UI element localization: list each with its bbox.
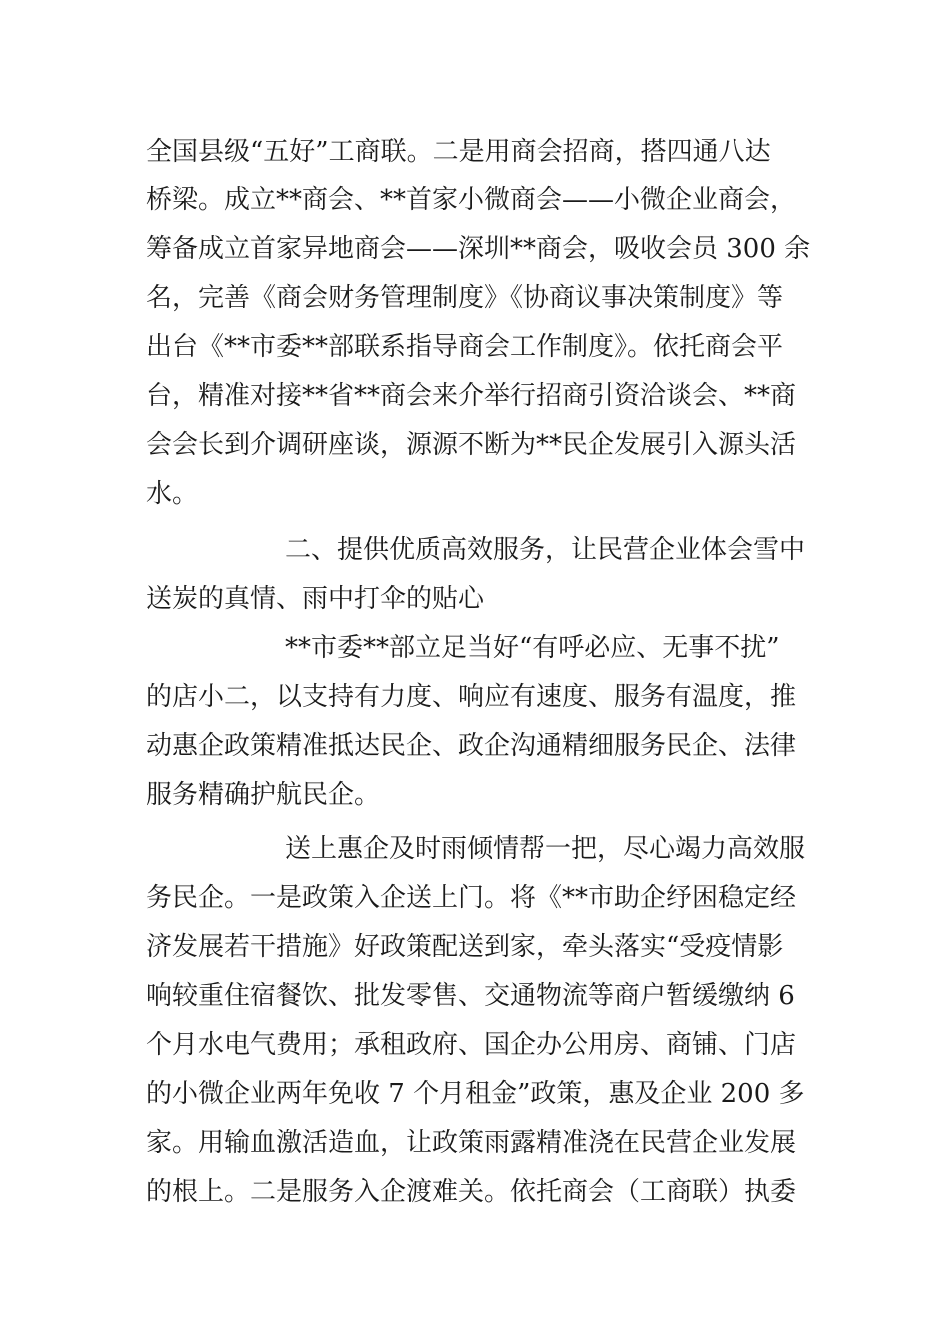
text-line: 出台《**市委**部联系指导商会工作制度》。依托商会平 [146,332,784,362]
text-line: 家。用输血激活造血，让政策雨露精准浇在民营企业发展 [146,1128,797,1158]
text-line: 全国县级“五好”工商联。二是用商会招商，搭四通八达 [146,137,771,167]
text-line: 个月水电气费用；承租政府、国企办公用房、商铺、门店 [146,1030,797,1060]
text-line: 的小微企业两年免收 7 个月租金”政策，惠及企业 200 多 [146,1079,805,1109]
text-line: 送上惠企及时雨倾情帮一把，尽心竭力高效服 [285,834,806,864]
text-line: 桥梁。成立**商会、**首家小微商会——小微企业商会， [146,185,797,215]
text-line: 响较重住宿餐饮、批发零售、交通物流等商户暂缓缴纳 6 [146,981,795,1011]
text-line: **市委**部立足当好“有呼必应、无事不扰” [285,633,780,663]
text-line: 济发展若干措施》好政策配送到家，牵头落实“受疫情影 [146,932,784,962]
section-heading: 二、提供优质高效服务，让民营企业体会雪中 [285,535,806,565]
text-line: 务民企。一是政策入企送上门。将《**市助企纾困稳定经 [146,883,797,913]
text-line: 服务精确护航民企。 [146,780,381,810]
text-line: 的店小二，以支持有力度、响应有速度、服务有温度，推 [146,682,797,712]
text-line: 名，完善《商会财务管理制度》《协商议事决策制度》等 [146,283,784,313]
text-line: 会会长到介调研座谈，源源不断为**民企发展引入源头活 [146,430,797,460]
section-heading-continued: 送炭的真情、雨中打伞的贴心 [146,584,485,614]
text-line: 筹备成立首家异地商会——深圳**商会，吸收会员 300 余 [146,234,811,264]
text-line: 台，精准对接**省**商会来介举行招商引资洽谈会、**商 [146,381,797,411]
text-line: 动惠企政策精准抵达民企、政企沟通精细服务民企、法律 [146,731,797,761]
text-line: 的根上。二是服务入企渡难关。依托商会（工商联）执委 [146,1177,797,1207]
text-line: 水。 [146,479,199,509]
